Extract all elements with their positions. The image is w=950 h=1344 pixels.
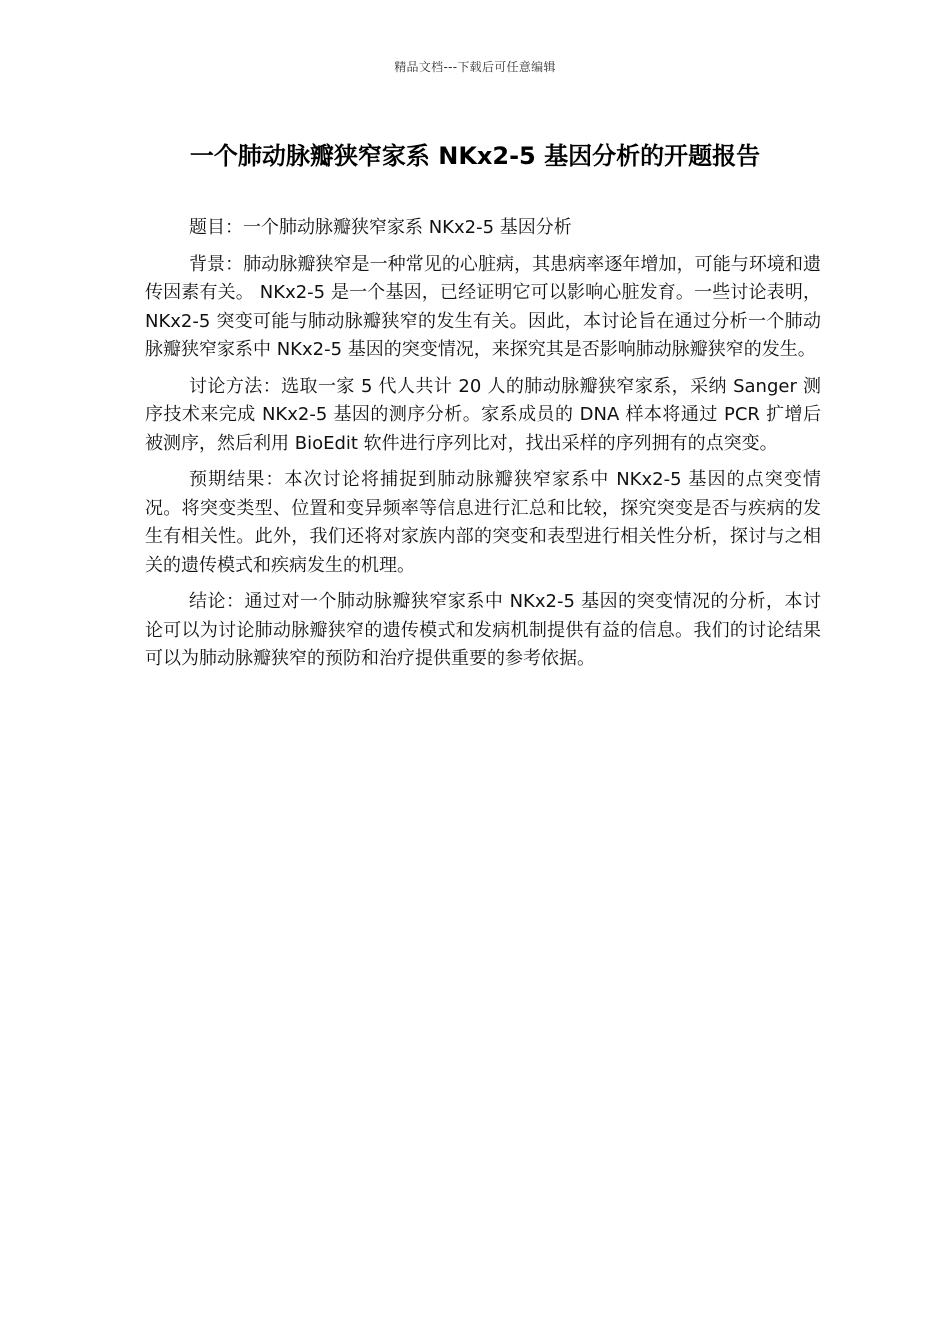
section-label: 预期结果： — [189, 469, 285, 490]
section-topic — [145, 214, 821, 243]
section-text: 通过对一个肺动脉瓣狭窄家系中 NKx2-5 基因的突变情况的分析，本讨论可以为讨论肺动脉瓣狭窄的遗传模式和发病机制提供有益的信息。我们的讨论结果可以为肺动脉瓣狭窄的预防和治疗提供重要的参考依据。 — [145, 591, 822, 669]
section-text: 选取一家 5 代人共计 20 人的肺动脉瓣狭窄家系，采纳 Sanger 测序技术来完成 NKx2-5 基因的测序分析。家系成员的 DNA 样本将通过 PCR 扩增后被测序，然后利用 BioEdit 软件进行序列比对，找出采样的序列拥有的点突变。 — [145, 375, 822, 454]
document-title: 一个肺动脉瓣狭窄家系 NKx2-5 基因分析的开题报告 — [189, 142, 761, 170]
section-text: 肺动脉瓣狭窄是一种常见的心脏病，其患病率逐年增加，可能与环境和遗传因素有关。 NKx2-5 是一个基因，已经证明它可以影响心脏发育。一些讨论表明，NKx2-5 突变可能与肺动脉瓣狭窄的发生有关。因此，本讨论旨在通过分析一个肺动脉瓣狭窄家系中 NKx2-5 基因的突变情况，来探究其是否影响肺动脉瓣狭窄的发生。 — [145, 253, 822, 360]
section-label: 结论： — [189, 591, 245, 612]
document-body — [145, 214, 821, 682]
section-label: 背景： — [189, 253, 244, 275]
section-background — [145, 251, 821, 365]
section-text: 本次讨论将捕捉到肺动脉瓣狭窄家系中 NKx2-5 基因的点突变情况。将突变类型、位置和变异频率等信息进行汇总和比较，探究突变是否与疾病的发生有相关性。此外，我们还将对家族内部的突变和表型进行相关性分析，探讨与之相关的遗传模式和疾病发生的机理。 — [145, 469, 822, 576]
header-note: 精品文档---下载后可任意编辑 — [394, 60, 556, 74]
section-expected-results — [145, 466, 821, 580]
section-conclusion — [145, 588, 821, 674]
section-text: 一个肺动脉瓣狭窄家系 NKx2-5 基因分析 — [243, 217, 572, 238]
section-label: 讨论方法： — [189, 375, 282, 397]
section-methods — [145, 373, 821, 459]
section-label: 题目： — [189, 217, 243, 238]
